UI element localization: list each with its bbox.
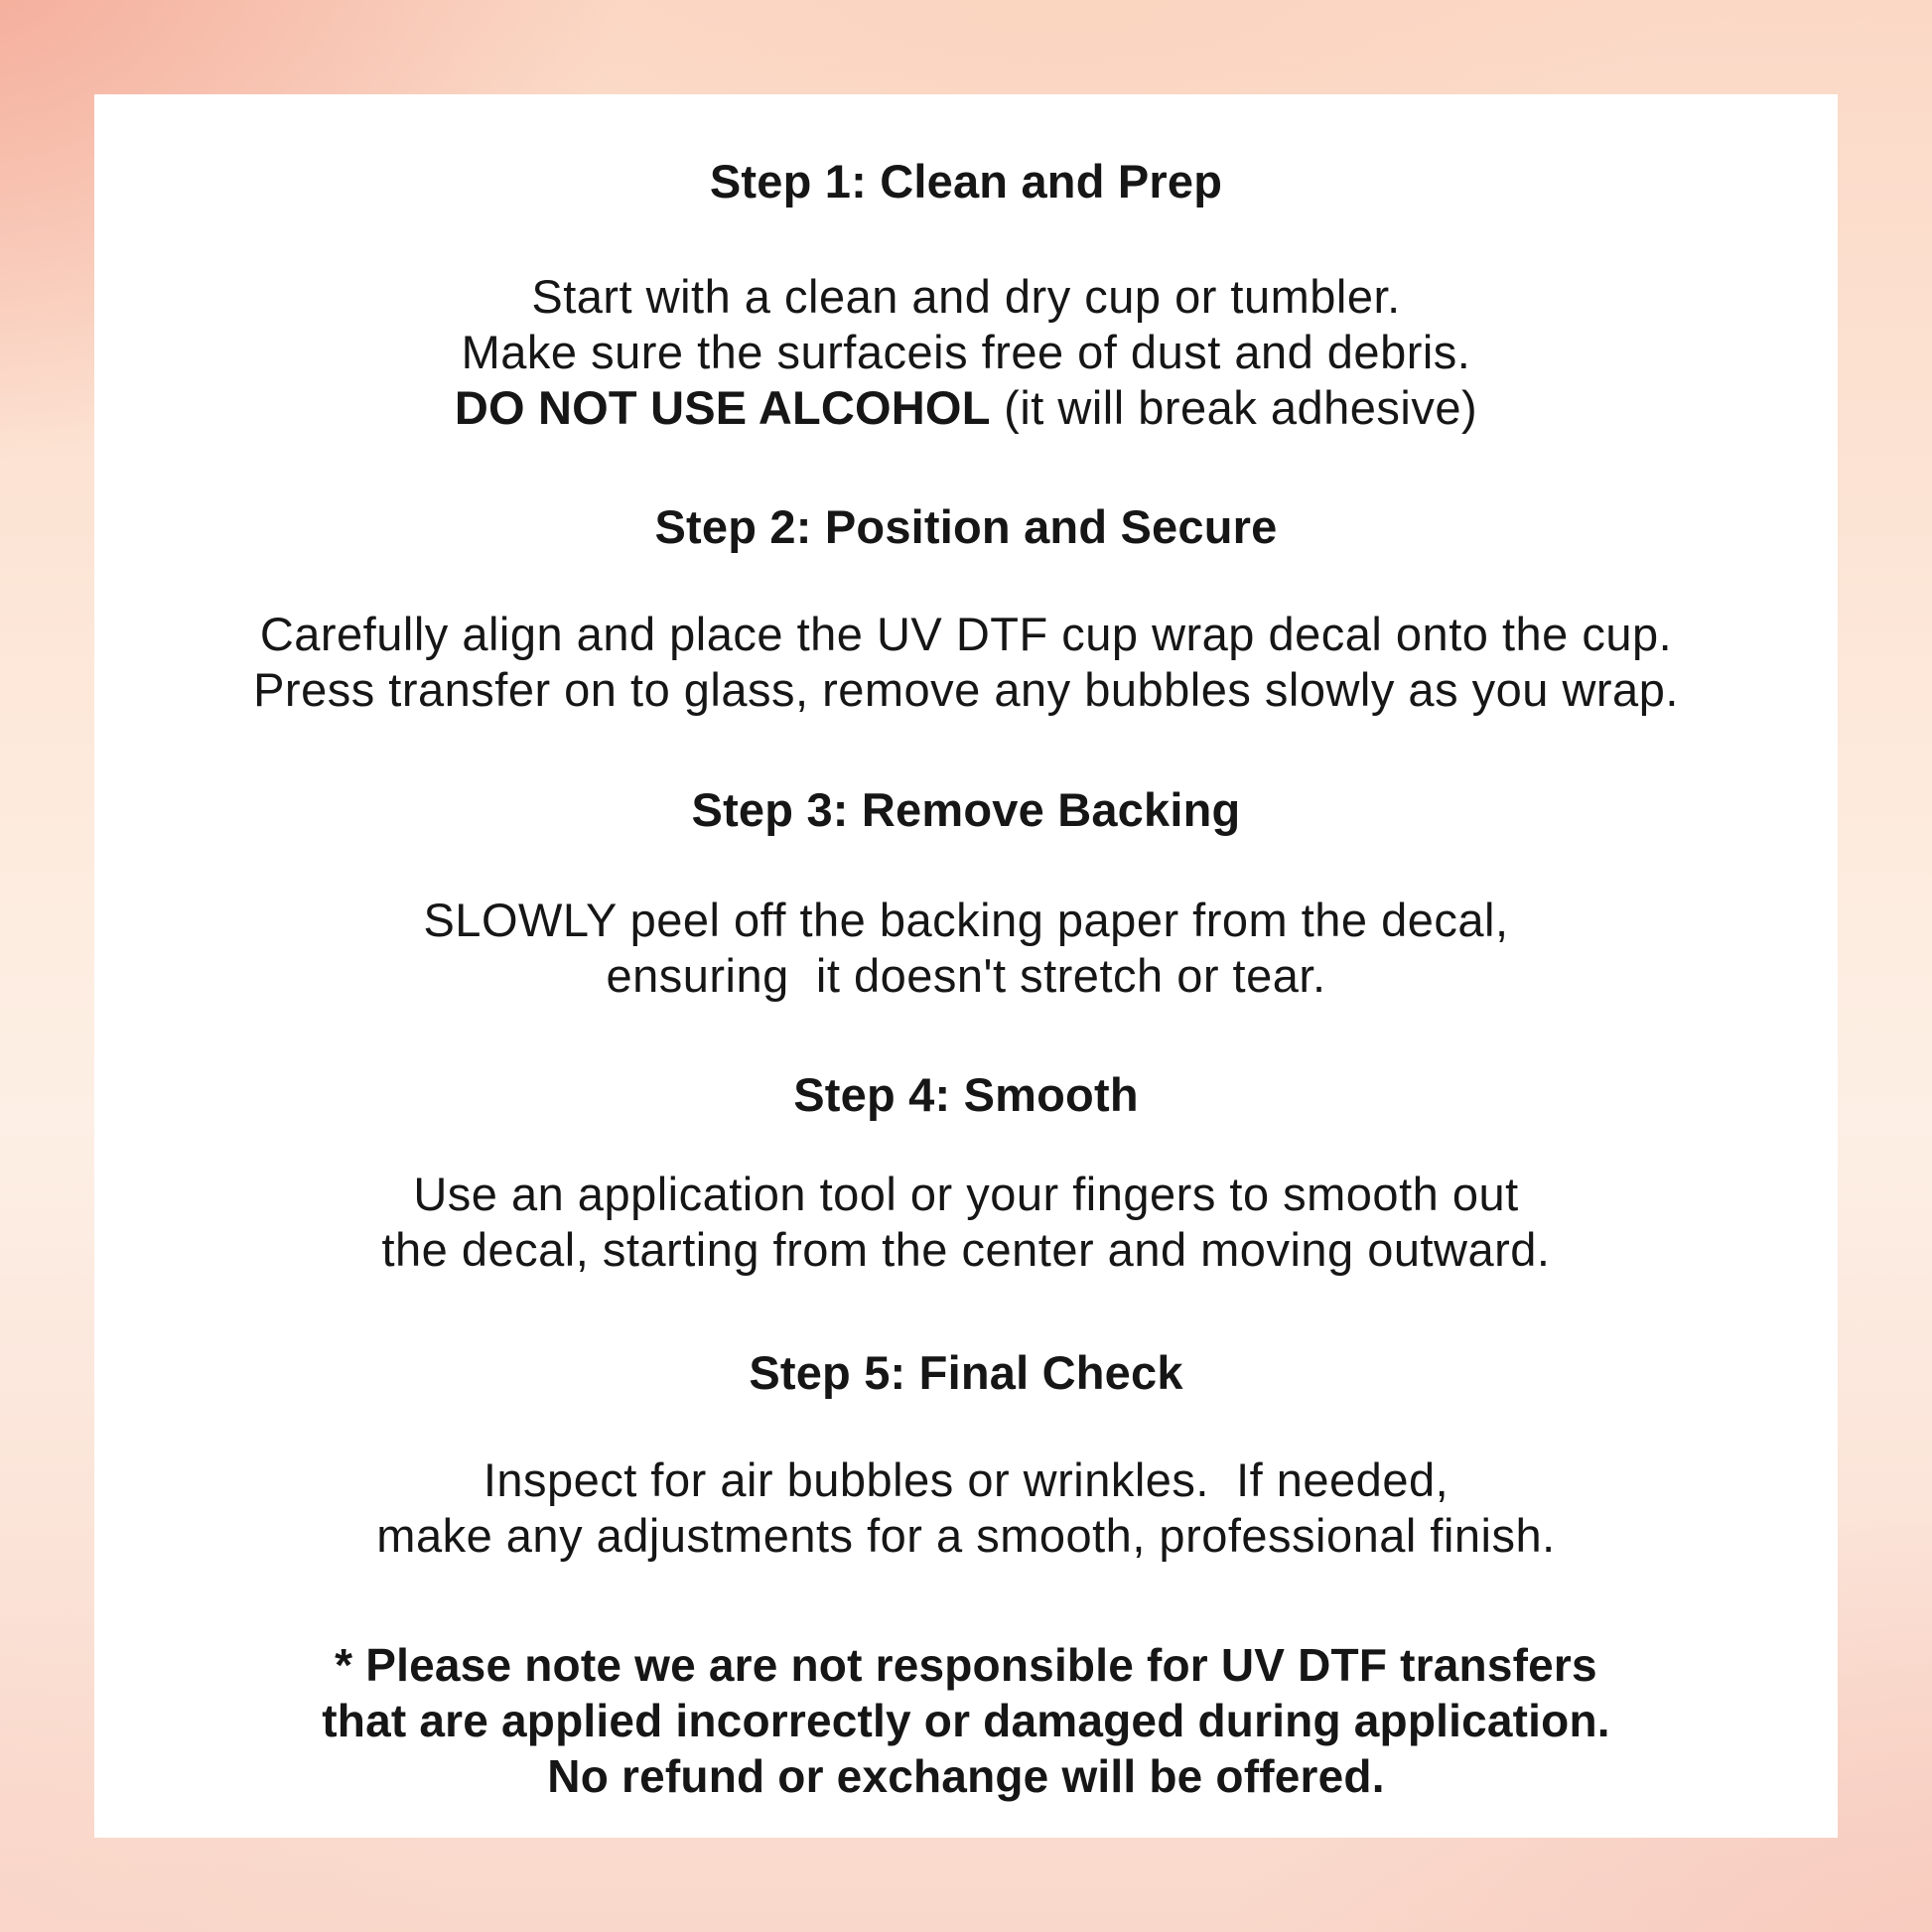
step1-body-line2: Make sure the surfaceis free of dust and debris.	[461, 326, 1471, 378]
step4-heading: Step 4: Smooth	[793, 1068, 1139, 1121]
step5-heading: Step 5: Final Check	[749, 1346, 1183, 1399]
step5-body-line2: make any adjustments for a smooth, professional finish.	[376, 1509, 1556, 1562]
disclaimer-line2: that are applied incorrectly or damaged during application.	[322, 1695, 1610, 1746]
step5-body-line1: Inspect for air bubbles or wrinkles. If needed,	[483, 1453, 1449, 1506]
step2-body-line2: Press transfer on to glass, remove any bubbles slowly as you wrap.	[253, 663, 1679, 716]
step3-heading: Step 3: Remove Backing	[691, 783, 1241, 836]
step4-body-line1: Use an application tool or your fingers to smooth out	[413, 1168, 1519, 1220]
step1-warning-bold: DO NOT USE ALCOHOL	[454, 381, 991, 434]
step1-warning-rest: (it will break adhesive)	[990, 381, 1478, 434]
step2-body-line1: Carefully align and place the UV DTF cup wrap decal onto the cup.	[259, 608, 1673, 660]
step2-heading: Step 2: Position and Secure	[654, 500, 1278, 553]
step1-body-line1: Start with a clean and dry cup or tumbler.	[531, 270, 1401, 323]
step1-heading: Step 1: Clean and Prep	[709, 155, 1223, 207]
step4-body-line2: the decal, starting from the center and moving outward.	[381, 1223, 1551, 1276]
step3-body-line2: ensuring it doesn't stretch or tear.	[606, 949, 1326, 1002]
step3-body-line1: SLOWLY peel off the backing paper from the decal,	[423, 894, 1509, 946]
disclaimer-line3: No refund or exchange will be offered.	[547, 1750, 1385, 1802]
step1-body-line3	[94, 380, 1838, 436]
disclaimer-line1: * Please note we are not responsible for UV DTF transfers	[335, 1639, 1597, 1691]
